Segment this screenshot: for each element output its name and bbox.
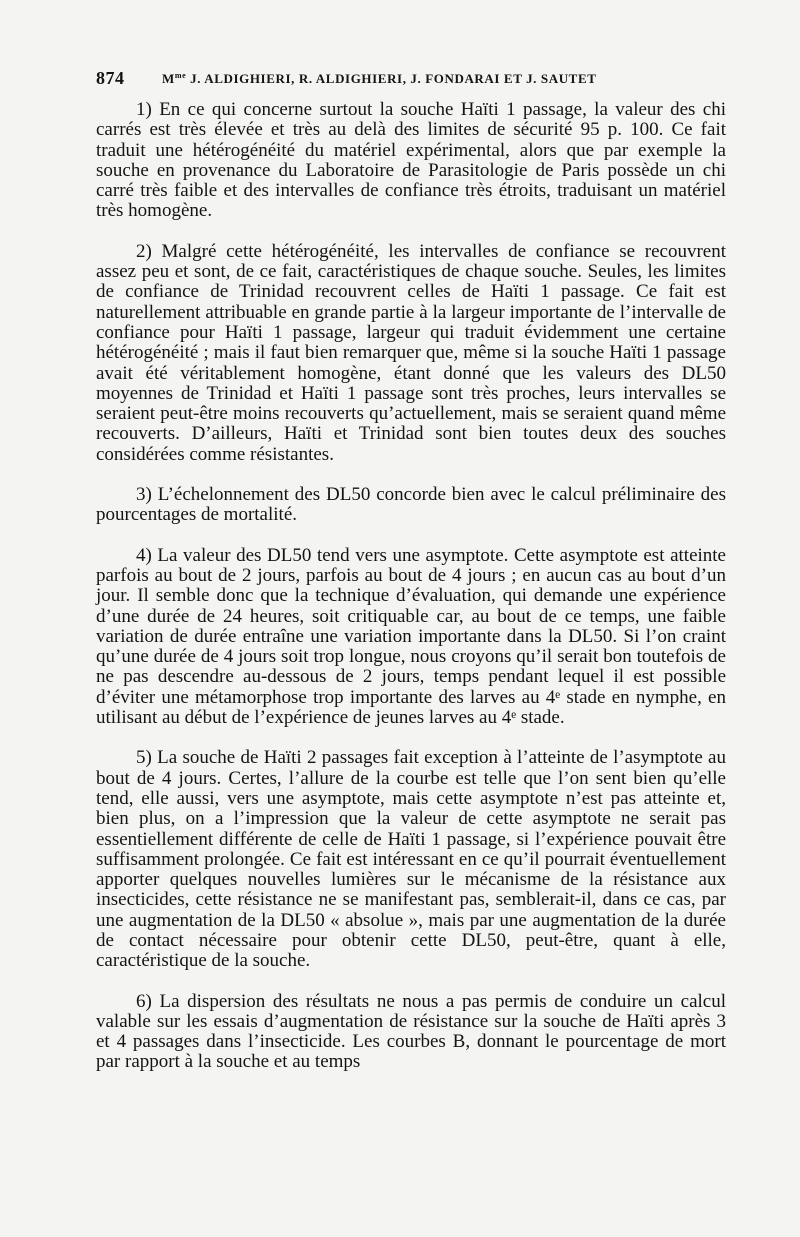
running-head-authors: [162, 71, 597, 87]
authors-prefix: M: [162, 71, 175, 86]
paragraph-2: 2) Malgré cette hétérogénéité, les intervalles de confiance se recouvrent assez peu et sont, de ce fait, caractéristiques de chaque souche. Seules, les limites de confiance de Trinidad recouvrent celles de Haïti 1 passage. Ce fait est naturellement attribuable en grande partie à la largeur importante de l’intervalle de confiance pour Haïti 1 passage, largeur qui traduit évidemment une certaine hétérogénéité ; mais il faut bien remarquer que, même si la souche Haïti 1 passage avait été véritablement homogène, étant donné que les valeurs des DL50 moyennes de Trinidad et Haïti 1 passage sont très proches, leurs intervalles se seraient peut-être moins recouverts qu’actuellement, mais se seraient quand même recouverts. D’ailleurs, Haïti et Trinidad sont bien toutes deux des souches considérées comme résistantes.: [96, 240, 726, 465]
paragraph-6: 6) La dispersion des résultats ne nous a pas permis de conduire un calcul valable sur les essais d’augmentation de résistance sur la souche de Haïti après 3 et 4 passages dans l’insecticide. Les courbes B, donnant le pourcentage de mort par rapport à la souche et au temps: [96, 990, 726, 1073]
paragraph-3: 3) L’échelonnement des DL50 concorde bien avec le calcul préliminaire des pourcentages de mortalité.: [96, 484, 726, 526]
paragraph-4: 4) La valeur des DL50 tend vers une asymptote. Cette asymptote est atteinte parfois au bout de 2 jours, parfois au bout de 4 jours ; en aucun cas au bout d’un jour. Il semble donc que la technique d’évaluation, qui demande une expérience d’une durée de 24 heures, soit critiquable car, au bout de ce temps, une faible variation de durée entraîne une variation importante dans la DL50. Si l’on craint qu’une durée de 4 jours soit trop longue, nous croyons qu’il serait bon toutefois de ne pas descendre au-dessous de 2 jours, temps pendant lequel il est possible d’éviter une métamorphose trop importante des larves au 4ᵉ stade en nymphe, en utilisant au début de l’expérience de jeunes larves au 4ᵉ stade.: [96, 544, 726, 729]
running-header: [96, 68, 736, 92]
paragraph-5: 5) La souche de Haïti 2 passages fait exception à l’atteinte de l’asymptote au bout de 4 jours. Certes, l’allure de la courbe est telle que l’on sent bien qu’elle tend, elle aussi, vers une asymptote, mais cette asymptote n’est pas atteinte et, bien plus, on a l’impression que la valeur de cette asymptote ne serait pas essentiellement différente de celle de Haïti 1 passage, si l’expérience pouvait être suffisamment prolongée. Ce fait est intéressant en ce qu’il pourrait éventuellement apporter quelques nouvelles lumières sur le mécanisme de la résistance aux insecticides, cette résistance ne se manifestant pas, semblerait-il, dans ce cas, par une augmentation de la DL50 « absolue », mais par une augmentation de la durée de contact nécessaire pour obtenir cette DL50, peut-être, quant à elle, caractéristique de la souche.: [96, 747, 726, 972]
page-number: 874: [96, 68, 125, 88]
authors-names: J. ALDIGHIERI, R. ALDIGHIERI, J. FONDARAI ET J. SAUTET: [186, 71, 597, 86]
paragraph-1: 1) En ce qui concerne surtout la souche Haïti 1 passage, la valeur des chi carrés est très élevée et très au delà des limites de sécurité 95 p. 100. Ce fait traduit une hétérogénéité du matériel expérimental, alors que par exemple la souche en provenance du Laboratoire de Parasitologie de Paris possède un chi carré très faible et des intervalles de confiance très étroits, traduisant un matériel très homogène.: [96, 99, 726, 222]
body-text: [96, 100, 726, 1073]
authors-superscript: me: [174, 71, 187, 80]
